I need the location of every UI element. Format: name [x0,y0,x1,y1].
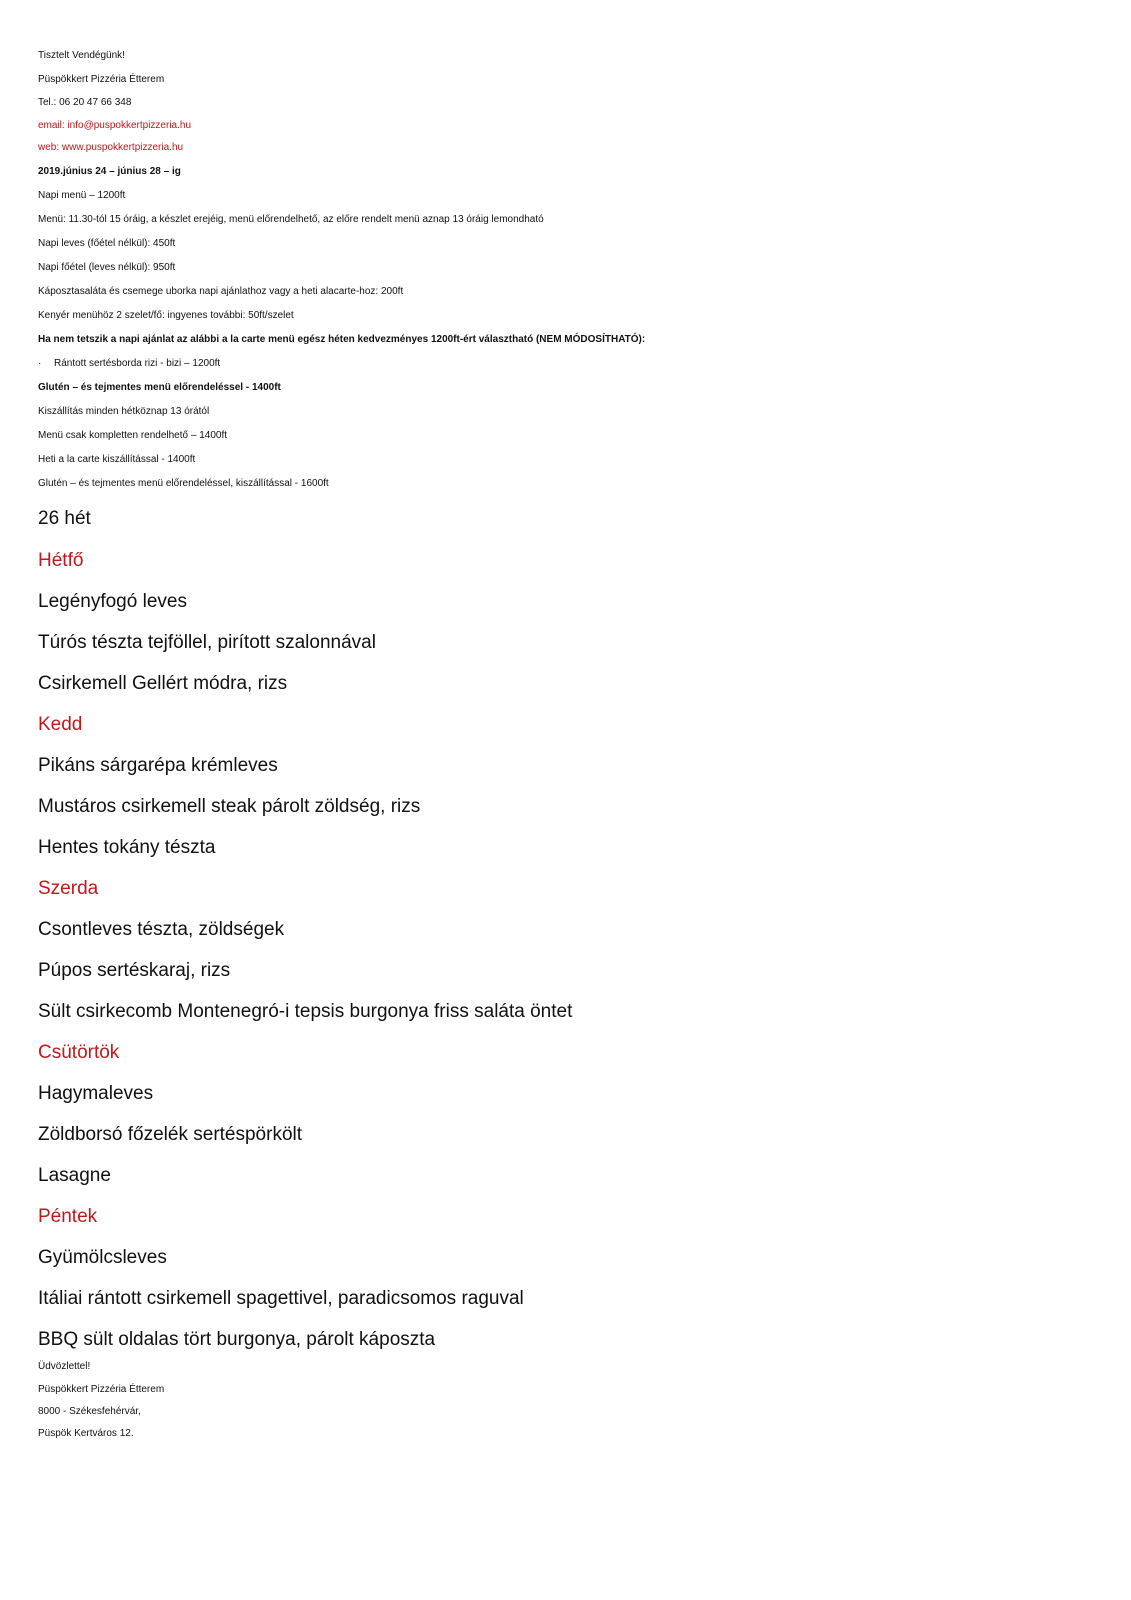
menu-price: Napi menü – 1200ft [38,190,126,201]
bread-info: Kenyér menühöz 2 szelet/fő: ingyenes további: 50ft/szelet [38,310,294,321]
footer-street: Püspök Kertváros 12. [38,1428,134,1439]
dish-item: Púpos sertéskaraj, rizs [38,960,231,981]
dish-item: Zöldborsó főzelék sertéspörkölt [38,1124,303,1145]
dish-item: Sült csirkecomb Montenegró-i tepsis burgonya friss saláta öntet [38,1001,573,1022]
dish-item: Csirkemell Gellért módra, rizs [38,673,288,694]
alacarte-list-item [38,358,220,370]
dish-item: Gyümölcsleves [38,1247,167,1268]
alacarte-note: Ha nem tetszik a napi ajánlat az alábbi a la carte menü egész héten kedvezményes 1200ft-ért választható (NEM MÓDOSÍTHATÓ): [38,334,646,345]
day-heading-friday: Péntek [38,1206,98,1227]
dish-item: Legényfogó leves [38,591,187,612]
dish-item: Itáliai rántott csirkemell spagettivel, paradicsomos raguval [38,1288,524,1309]
bullet-marker: · [38,358,42,369]
email-link[interactable]: email: info@puspokkertpizzeria.hu [38,120,192,131]
gluten-free-menu: Glutén – és tejmentes menü előrendeléssel - 1400ft [38,382,281,393]
day-heading-monday: Hétfő [38,550,84,571]
web-link[interactable]: web: www.puspokkertpizzeria.hu [38,142,184,153]
date-range: 2019.június 24 – június 28 – ig [38,166,181,177]
footer-restaurant-name: Püspökkert Pizzéria Étterem [38,1384,165,1395]
weekly-delivery-info: Heti a la carte kiszállítással - 1400ft [38,454,196,465]
dish-item: Hagymaleves [38,1083,154,1104]
day-heading-tuesday: Kedd [38,714,83,735]
day-heading-wednesday: Szerda [38,878,99,899]
greeting: Tisztelt Vendégünk! [38,50,125,61]
restaurant-name: Püspökkert Pizzéria Étterem [38,74,165,85]
week-number: 26 hét [38,508,91,529]
salad-price: Káposztasaláta és csemege uborka napi ajánlathoz vagy a heti alacarte-hoz: 200ft [38,286,404,297]
menu-hours: Menü: 11.30-tól 15 óráig, a készlet erejéig, menü előrendelhető, az előre rendelt menü aznap 13 óráig lemondható [38,214,544,225]
closing-greeting: Üdvözlettel! [38,1361,91,1372]
complete-only-info: Menü csak kompletten rendelhető – 1400ft [38,430,228,441]
dish-item: Lasagne [38,1165,111,1186]
soup-price: Napi leves (főétel nélkül): 450ft [38,238,176,249]
alacarte-item-text: Rántott sertésborda rizi - bizi – 1200ft [54,358,221,369]
dish-item: BBQ sült oldalas tört burgonya, párolt káposzta [38,1329,436,1350]
phone-number: Tel.: 06 20 47 66 348 [38,97,132,108]
main-course-price: Napi főétel (leves nélkül): 950ft [38,262,176,273]
day-heading-thursday: Csütörtök [38,1042,120,1063]
dish-item: Túrós tészta tejföllel, pirított szalonnával [38,632,376,653]
dish-item: Csontleves tészta, zöldségek [38,919,285,940]
footer-city: 8000 - Székesfehérvár, [38,1406,141,1417]
gluten-delivery-info: Glutén – és tejmentes menü előrendeléssel, kiszállítással - 1600ft [38,478,329,489]
dish-item: Mustáros csirkemell steak párolt zöldség, rizs [38,796,421,817]
dish-item: Hentes tokány tészta [38,837,216,858]
dish-item: Pikáns sárgarépa krémleves [38,755,278,776]
delivery-info: Kiszállítás minden hétköznap 13 órától [38,406,210,417]
